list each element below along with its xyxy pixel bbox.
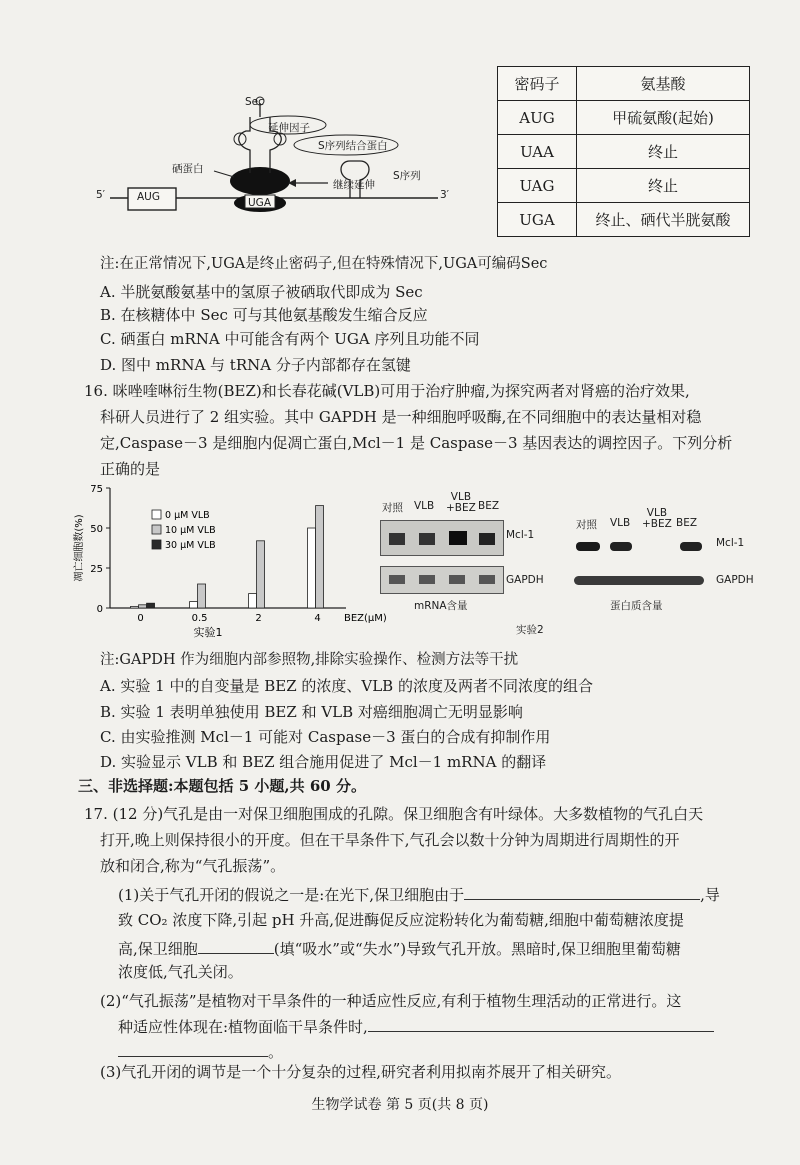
page-footer: 生物学试卷 第 5 页(共 8 页) [311, 1097, 489, 1113]
q17-part2-text: 种适应性体现在:植物面临干旱条件时, [118, 1018, 368, 1036]
y-tick-label: 0 [96, 604, 103, 615]
protein-col-header: VLB +BEZ [642, 507, 672, 530]
q17-part1-text: (填“吸水”或“失水”)导致气孔开放。黑暗时,保卫细胞里葡萄糖 [273, 940, 681, 958]
blot-col-header: VLB +BEZ [446, 491, 476, 514]
q17-stem-line: 放和闭合,称为“气孔振荡”。 [100, 857, 286, 875]
q17-part1-line [118, 937, 681, 959]
table-cell: 终止 [577, 135, 750, 169]
bar [139, 605, 147, 608]
q15-option-b: B. 在核糖体中 Sec 可与其他氨基酸发生缩合反应 [100, 306, 428, 324]
protein-col-header: 对照 [576, 519, 597, 531]
s-binding-protein-label: S序列结合蛋白 [318, 140, 388, 152]
q17-part2-line [118, 1015, 714, 1037]
q16-note: 注:GAPDH 作为细胞内部参照物,排除实验操作、检测方法等干扰 [100, 652, 519, 668]
legend-swatch [152, 540, 161, 549]
bar [257, 541, 265, 608]
mrna-gapdh-blot [380, 566, 504, 594]
blot-col-header: VLB [414, 500, 435, 512]
q15-note: 注:在正常情况下,UGA是终止密码子,但在特殊情况下,UGA可编码Sec [100, 256, 548, 272]
q17-part3-line: (3)气孔开闭的调节是一个十分复杂的过程,研究者利用拟南芥展开了相关研究。 [100, 1063, 622, 1081]
q17-part1-line [118, 883, 720, 905]
table-cell: UAG [498, 169, 577, 203]
table-cell: 甲硫氨酸(起始) [577, 101, 750, 135]
selenoprotein-label: 硒蛋白 [172, 163, 204, 175]
table-row [498, 203, 750, 237]
protein-gapdh-label: GAPDH [716, 574, 754, 586]
q17-part2-line [118, 1040, 283, 1062]
section3-heading: 三、非选择题:本题包括 5 小题,共 60 分。 [78, 777, 366, 795]
y-axis-label: 凋亡细胞数(%) [74, 514, 85, 582]
continue-elongation-label: 继续延伸 [333, 179, 375, 191]
table-header-cell: 密码子 [498, 67, 577, 101]
bar [131, 606, 139, 608]
answer-blank-1[interactable] [464, 883, 700, 900]
q17-stem-line: 打开,晚上则保持很小的开度。但在干旱条件下,气孔会以数十分钟为周期进行周期性的开 [100, 831, 680, 849]
table-cell: UGA [498, 203, 577, 237]
q17-part2-text: 。 [268, 1043, 284, 1061]
protein-col-header: VLB [610, 517, 631, 529]
answer-blank-2[interactable] [198, 937, 274, 954]
q17-part1-text: ,导 [700, 886, 720, 904]
q16-stem-line: 16. 咪唑喹啉衍生物(BEZ)和长春花碱(VLB)可用于治疗肿瘤,为探究两者对肾癌的治疗效果, [84, 382, 690, 400]
blot-col-header: BEZ [478, 500, 500, 512]
aug-box-label: AUG [137, 191, 161, 203]
bar [316, 506, 324, 608]
table-cell: 终止、硒代半胱氨酸 [577, 203, 750, 237]
x-tick-label: 0 [137, 613, 144, 624]
protein-mcl-blot [574, 540, 704, 554]
experiment1-bar-chart [70, 478, 387, 648]
q17-part2-line: (2)“气孔振荡”是植物对干旱条件的一种适应性反应,有利于植物生理活动的正常进行。这 [100, 992, 682, 1010]
elongation-factor-label: 延伸因子 [268, 122, 310, 134]
q16-stem-line: 正确的是 [100, 460, 161, 478]
x-tick-label: 0.5 [191, 613, 208, 624]
bar [190, 602, 198, 608]
x-tick-label: 2 [255, 613, 262, 624]
q15-option-d: D. 图中 mRNA 与 tRNA 分子内部都存在氢键 [100, 356, 411, 374]
five-prime-label: 5′ [96, 189, 106, 201]
table-row [498, 101, 750, 135]
q16-stem-line: 科研人员进行了 2 组实验。其中 GAPDH 是一种细胞呼吸酶,在不同细胞中的表达量相对稳 [100, 408, 702, 426]
legend-swatch [152, 510, 161, 519]
q17-part1-line: 浓度低,气孔关闭。 [118, 963, 243, 981]
legend-label: 10 μM VLB [165, 525, 216, 536]
bar [198, 584, 206, 608]
answer-blank-3[interactable] [368, 1015, 714, 1032]
q17-part1-line: 致 CO₂ 浓度下降,引起 pH 升高,促进酶促反应淀粉转化为葡萄糖,细胞中葡萄糖浓度提 [118, 911, 684, 929]
q15-option-c: C. 硒蛋白 mRNA 中可能含有两个 UGA 序列且功能不同 [100, 330, 480, 348]
mrna-content-label: mRNA含量 [414, 600, 468, 612]
protein-gapdh-blot [574, 574, 704, 588]
bar [308, 528, 316, 608]
q16-option-a: A. 实验 1 中的自变量是 BEZ 的浓度、VLB 的浓度及两者不同浓度的组合 [100, 677, 593, 695]
q16-option-b: B. 实验 1 表明单独使用 BEZ 和 VLB 对癌细胞凋亡无明显影响 [100, 703, 523, 721]
gapdh-label: GAPDH [506, 574, 544, 586]
table-row [498, 135, 750, 169]
q17-part1-text: 高,保卫细胞 [118, 940, 198, 958]
legend-label: 30 μM VLB [165, 540, 216, 551]
legend-label: 0 μM VLB [165, 510, 210, 521]
chart-title: 实验1 [193, 626, 223, 639]
mcl-label: Mcl-1 [506, 529, 535, 541]
q16-option-c: C. 由实验推测 Mcl－1 可能对 Caspase－3 蛋白的合成有抑制作用 [100, 728, 551, 746]
three-prime-label: 3′ [440, 189, 450, 201]
uga-label: UGA [248, 197, 272, 209]
s-sequence-label: S序列 [393, 170, 421, 182]
protein-mcl-label: Mcl-1 [716, 537, 745, 549]
table-cell: 终止 [577, 169, 750, 203]
bar [249, 594, 257, 608]
answer-blank-4[interactable] [118, 1040, 268, 1057]
y-tick-label: 50 [90, 524, 103, 535]
y-tick-label: 75 [90, 484, 103, 495]
legend-swatch [152, 525, 161, 534]
q16-option-d: D. 实验显示 VLB 和 BEZ 组合施用促进了 Mcl－1 mRNA 的翻译 [100, 753, 547, 771]
experiment2-caption: 实验2 [516, 624, 544, 636]
sec-label: Sec [245, 96, 264, 108]
table-header-cell: 氨基酸 [577, 67, 750, 101]
q15-option-a: A. 半胱氨酸氨基中的氢原子被硒取代即成为 Sec [100, 283, 423, 301]
bar [147, 603, 155, 608]
table-row [498, 67, 750, 101]
codon-table [497, 66, 750, 237]
experiment2-figure [378, 490, 768, 640]
q16-stem-line: 定,Caspase－3 是细胞内促凋亡蛋白,Mcl－1 是 Caspase－3 基因表达的调控因子。下列分析 [100, 434, 733, 452]
q17-part1-text: (1)关于气孔开闭的假说之一是:在光下,保卫细胞由于 [118, 886, 465, 904]
table-cell: UAA [498, 135, 577, 169]
table-row [498, 169, 750, 203]
x-axis-label: BEZ(μM) [344, 613, 387, 624]
mrna-mcl-blot [380, 520, 504, 556]
y-tick-label: 25 [90, 564, 103, 575]
blot-col-header: 对照 [382, 502, 403, 514]
x-tick-label: 4 [314, 613, 321, 624]
protein-content-label: 蛋白质含量 [610, 600, 663, 612]
q17-stem-line: 17. (12 分)气孔是由一对保卫细胞围成的孔隙。保卫细胞含有叶绿体。大多数植物的气孔白天 [84, 805, 704, 823]
protein-col-header: BEZ [676, 517, 698, 529]
table-cell: AUG [498, 101, 577, 135]
